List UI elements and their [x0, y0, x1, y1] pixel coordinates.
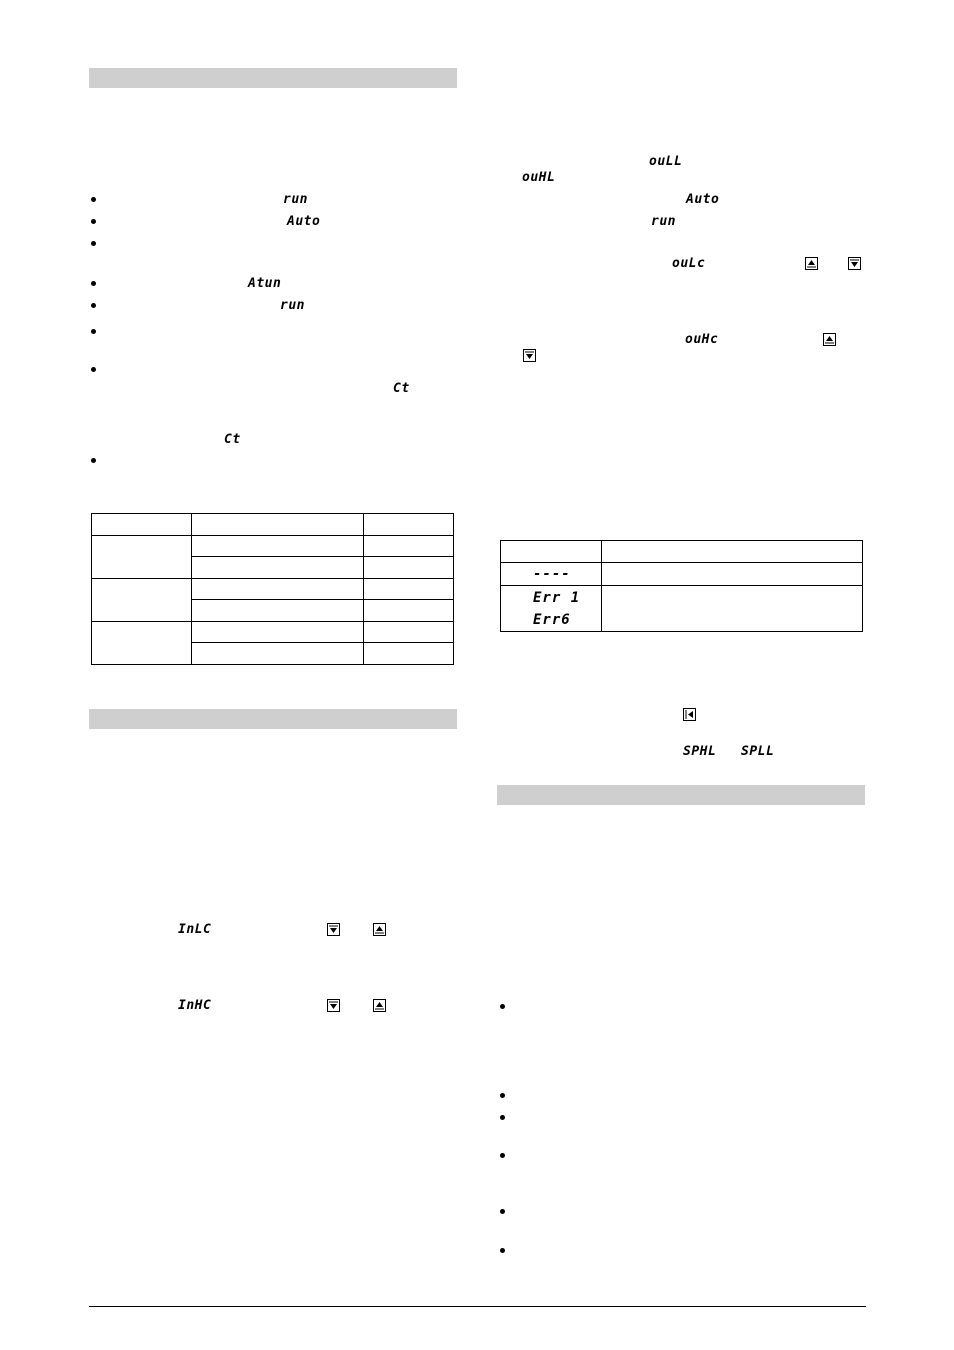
left-table-cell — [364, 579, 454, 600]
section-header-bar-2 — [89, 709, 457, 729]
left-table-cell — [364, 557, 454, 579]
code-auto-2: Auto — [686, 192, 720, 207]
error-table-cell — [602, 586, 863, 632]
left-table-cell — [364, 600, 454, 622]
error-table — [500, 540, 863, 632]
error-code-dashes: ---- — [501, 563, 602, 586]
code-sphl: SPHL — [683, 744, 717, 759]
left-key-icon — [683, 708, 696, 721]
left-table-cell — [192, 622, 364, 643]
left-table-header-1 — [92, 514, 192, 536]
left-table-group-2 — [92, 579, 192, 622]
bullet-3 — [91, 241, 96, 246]
bullet-2 — [91, 219, 96, 224]
code-inlc: InLC — [178, 922, 212, 937]
left-table — [91, 513, 454, 665]
left-table-group-1 — [92, 536, 192, 579]
left-table-cell — [192, 579, 364, 600]
bullet-r3 — [500, 1115, 505, 1120]
error-table-header-code — [501, 541, 602, 563]
code-ct-1: Ct — [393, 381, 410, 396]
left-table-header-3 — [364, 514, 454, 536]
code-run-1: run — [283, 192, 308, 207]
error-codes-err — [501, 586, 602, 632]
code-oulc: ouLc — [672, 256, 706, 271]
left-table-group-3 — [92, 622, 192, 665]
down-key-icon-1 — [327, 923, 340, 936]
bullet-4 — [91, 281, 96, 286]
code-ouhc: ouHc — [685, 332, 719, 347]
code-oull: ouLL — [649, 154, 683, 169]
bullet-6 — [91, 329, 96, 334]
bullet-7 — [91, 367, 96, 372]
code-inhc: InHC — [178, 998, 212, 1013]
down-key-icon-2 — [327, 999, 340, 1012]
footer-rule — [89, 1306, 866, 1307]
error-table-header-desc — [602, 541, 863, 563]
bullet-r4 — [500, 1153, 505, 1158]
left-table-header-2 — [192, 514, 364, 536]
code-ct-2: Ct — [224, 432, 241, 447]
up-key-icon-4 — [823, 333, 836, 346]
left-table-cell — [192, 600, 364, 622]
bullet-r5 — [500, 1209, 505, 1214]
left-table-cell — [192, 557, 364, 579]
left-table-cell — [192, 643, 364, 665]
code-spll: SPLL — [741, 744, 775, 759]
section-header-bar-1 — [89, 68, 457, 88]
left-table-cell — [364, 536, 454, 557]
left-table-cell — [192, 536, 364, 557]
left-table-cell — [364, 643, 454, 665]
left-table-cell — [364, 622, 454, 643]
up-key-icon-1 — [373, 923, 386, 936]
bullet-r2 — [500, 1093, 505, 1098]
error-code-err6: Err6 — [533, 611, 571, 628]
bullet-r1 — [500, 1004, 505, 1009]
error-code-err1: Err 1 — [533, 589, 581, 606]
code-auto-1: Auto — [287, 214, 321, 229]
error-table-cell — [602, 563, 863, 586]
bullet-1 — [91, 197, 96, 202]
up-key-icon-3 — [805, 257, 818, 270]
code-atun: Atun — [248, 276, 282, 291]
bullet-8 — [91, 458, 96, 463]
down-key-icon-3 — [848, 257, 861, 270]
bullet-5 — [91, 303, 96, 308]
code-run-3: run — [651, 214, 676, 229]
up-key-icon-2 — [373, 999, 386, 1012]
down-key-icon-4 — [523, 349, 536, 362]
code-ouhl: ouHL — [522, 170, 556, 185]
section-header-bar-3 — [497, 785, 865, 805]
code-run-2: run — [280, 298, 305, 313]
bullet-r6 — [500, 1248, 505, 1253]
